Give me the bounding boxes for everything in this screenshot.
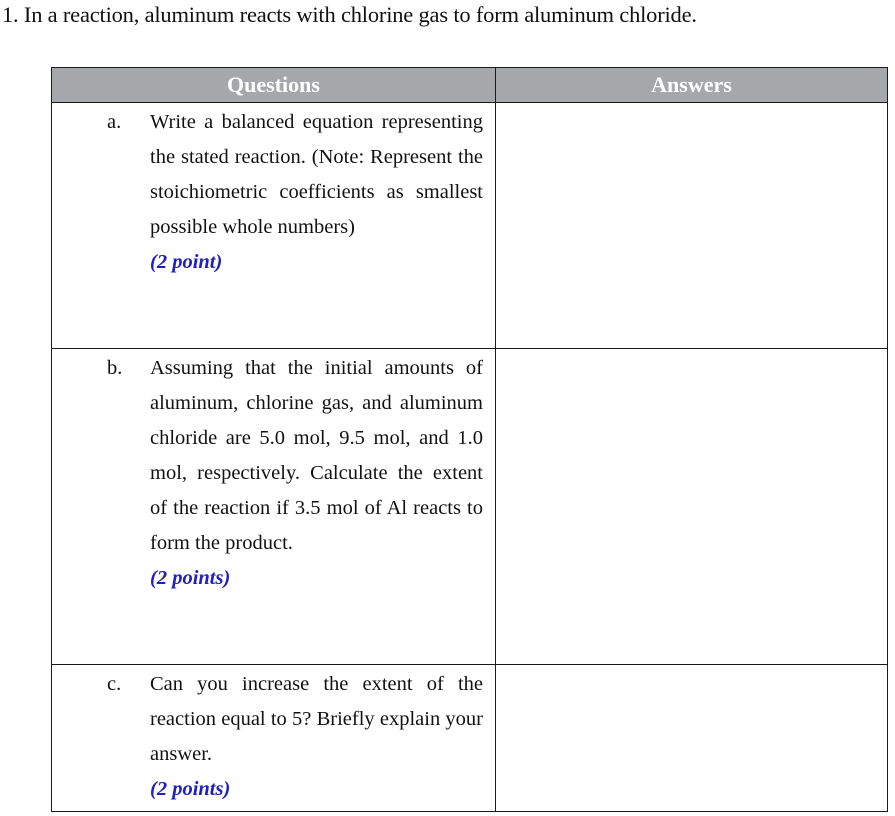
answer-cell[interactable] [496, 665, 888, 812]
question-text: Can you increase the extent of the reaction equal to 5? Briefly explain your answer. [150, 673, 483, 765]
question-text: Assuming that the initial amounts of aluminum, chlorine gas, and aluminum chloride are 5.0 mol, 9.5 mol, and 1.0 mol, respectively. Calculate the extent of the reaction if 3.5 mol of Al reacts to form the product. [150, 357, 483, 554]
qa-table [51, 67, 888, 812]
table-row [52, 349, 888, 665]
question-label: a. [107, 111, 122, 133]
header-questions: Questions [52, 68, 496, 103]
question-text: Write a balanced equation representing the stated reaction. (Note: Represent the stoichiometric coefficients as smallest possible whole numbers) [150, 111, 483, 238]
table-row [52, 665, 888, 812]
question-cell [52, 665, 496, 812]
answer-cell[interactable] [496, 349, 888, 665]
table-row [52, 103, 888, 349]
header-row [52, 68, 888, 103]
question-label: b. [107, 357, 123, 379]
points-label: (2 points) [150, 778, 231, 800]
header-answers: Answers [496, 68, 888, 103]
question-cell [52, 349, 496, 665]
question-cell [52, 103, 496, 349]
answer-cell[interactable] [496, 103, 888, 349]
points-label: (2 point) [150, 251, 223, 273]
points-label: (2 points) [150, 567, 231, 589]
question-label: c. [107, 673, 122, 695]
question-title: 1. In a reaction, aluminum reacts with chlorine gas to form aluminum chloride. [2, 2, 697, 27]
